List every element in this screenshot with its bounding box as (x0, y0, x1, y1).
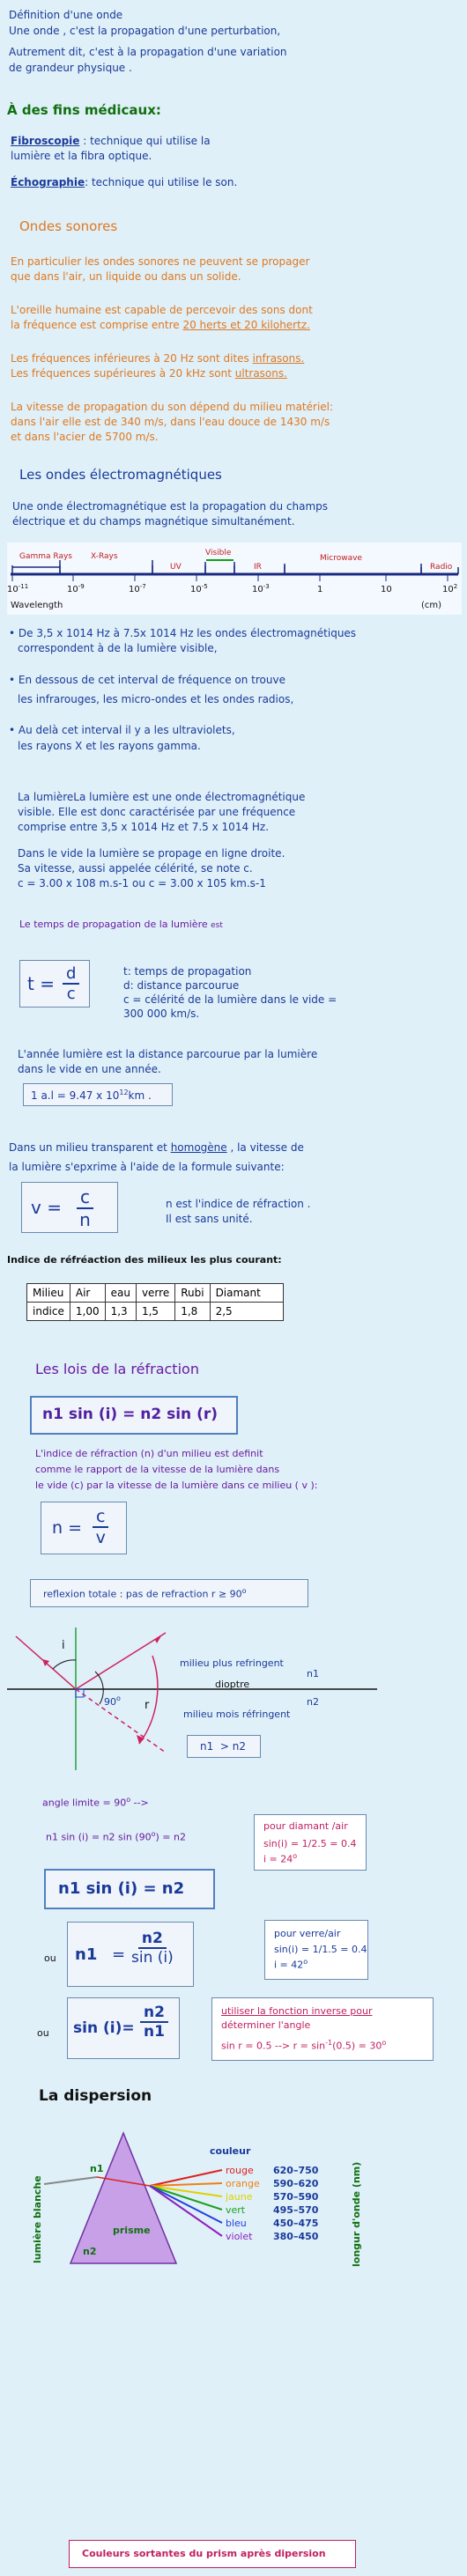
sound-p4b: dans l'air elle est de 340 m/s, dans l'eau douce de 1430 m/s (11, 416, 330, 428)
wavelength-vert: 495–570 (273, 2204, 319, 2216)
prism-label: prisme (113, 2225, 151, 2236)
sound-p3-line1: Les fréquences inférieures à 20 Hz sont dites infrasons. (11, 352, 305, 365)
refraction-def1: L'indice de réfraction (n) d'un milieu est definit (35, 1448, 263, 1459)
n1-formula-fraction: $\frac{n2}{\sin (i)}$ (131, 1930, 174, 1967)
em-p1a: Une onde électromagnétique est la propagation du champs (12, 500, 329, 513)
time-formula-fraction: $\frac{d}{c}$ (63, 964, 79, 1003)
angle-i-arc (53, 1660, 76, 1669)
limit-angle: angle limite = $90^o$ --> (42, 1796, 149, 1809)
fibro-term: Fibroscopie (11, 135, 80, 147)
sound-p1b: que dans l'air, un liquide ou dans un solide. (11, 270, 241, 283)
diamond-title: pour diamant /air (263, 1820, 348, 1832)
diamond-box (254, 1814, 367, 1871)
svg-text:10-7: $10^{-7}$ (129, 583, 146, 594)
svg-text:10-5: $10^{-5}$ (190, 583, 208, 594)
time-formula-box (19, 960, 90, 1008)
sound-p2: la fréquence est comprise entre 20 herts et 20 kilohertz. (11, 319, 310, 331)
color-column-label: couleur (210, 2145, 251, 2157)
refraction-def3: le vide (c) par la vitesse de la lumière dans ce milieu ( v ): (35, 1480, 318, 1491)
wavelength-jaune: 570–590 (273, 2191, 319, 2203)
index-formula-box (41, 1502, 127, 1554)
label-r: r (145, 1699, 150, 1712)
ray-vert (150, 2186, 222, 2210)
dispersion-caption-box (69, 2540, 356, 2568)
sound-p2a: L'oreille humaine est capable de percevoir des sons dont (11, 304, 313, 316)
em-p1b: électrique et du champs magnétique simultanément. (12, 515, 295, 528)
light-p1a: La lumièreLa lumière est une onde électromagnétique (18, 791, 306, 803)
sound-p4c: et dans l'acier de 5700 m/s. (11, 431, 159, 443)
velocity-formula-lhs: v = (31, 1197, 62, 1218)
em-bullet2a: • En dessous de cet interval de fréquence on trouve (9, 674, 285, 686)
glass-sin: sin(i) = 1/1.5 = 0.4 (274, 1944, 367, 1955)
spectrum-xlabel: Wavelength (11, 601, 63, 610)
n-relation-box (187, 1735, 261, 1758)
time-legend-c: c = célérité de la lumière dans le vide = (123, 993, 337, 1006)
time-legend-t: t: temps de propagation (123, 965, 252, 978)
band-microwave: Microwave (320, 554, 362, 563)
prism-n2: n2 (83, 2246, 97, 2257)
color-name-bleu: bleu (226, 2218, 247, 2229)
definition-line2: Autrement dit, c'est à la propagation d'une variation (9, 46, 287, 58)
sound-p1a: En particulier les ondes sonores ne peuvent se propager (11, 255, 310, 268)
band-xrays: X-Rays (91, 552, 118, 561)
table-row: indice 1,00 1,3 1,5 1,8 2,5 (27, 1303, 284, 1321)
band-gamma: Gamma Rays (19, 552, 72, 561)
audible-range: 20 herts et 20 kilohertz. (182, 319, 310, 331)
ou-label-1: ou (44, 1952, 56, 1964)
n1-formula-eq: = (112, 1945, 126, 1964)
spectrum-unit: (cm) (421, 601, 442, 610)
index-formula-fraction: $\frac{c}{v}$ (93, 1507, 108, 1547)
medium-line2: la lumière s'epxrime à l'aide de la formule suivante: (9, 1161, 285, 1173)
sin-formula-fraction: $\frac{n2}{n1}$ (140, 2004, 168, 2041)
em-bullet1b: correspondent à de la lumière visible, (18, 642, 218, 654)
svg-text:102: $10^2$ (442, 583, 458, 594)
glass-box (264, 1920, 368, 1980)
refraction-law-box (30, 1396, 238, 1435)
band-visible: Visible (205, 549, 232, 557)
table-header-row: Milieu Air eau verre Rubi Diamant (27, 1284, 284, 1303)
index-table (26, 1283, 284, 1321)
glass-angle: $i = 42^o$ (274, 1958, 308, 1971)
inverse-line3: sin r = 0.5 --> $r = \sin^{-1}(0.5) = 30^o$ (221, 2039, 387, 2052)
reflected-ray (76, 1633, 166, 1689)
definition-line3: de grandeur physique . (9, 62, 132, 74)
light-p1c: comprise entre 3,5 x 1014 Hz et 7.5 x 1014 Hz. (18, 821, 270, 833)
color-name-orange: orange (226, 2178, 260, 2189)
color-name-violet: violet (226, 2231, 253, 2242)
medium-n-def: n est l'indice de réfraction . (166, 1198, 311, 1210)
dispersion-diagram (18, 2122, 458, 2272)
em-spectrum-diagram (7, 543, 462, 615)
light-p2a: Dans le vide la lumière se propage en ligne droite. (18, 847, 285, 860)
medium-n-unit: Il est sans unité. (166, 1213, 253, 1225)
medical-heading: À des fins médicaux: (7, 102, 161, 118)
echo-term: Échographie (11, 176, 85, 188)
label-i: i (62, 1639, 65, 1652)
color-name-list (225, 2165, 260, 2242)
em-bullet1a: • De 3,5 x 1014 Hz à 7.5x 1014 Hz les ondes électromagnétiques (9, 627, 357, 639)
wavelength-rouge: 620–750 (273, 2165, 319, 2176)
definition-title: Définition d'une onde (9, 9, 123, 21)
critical-law: n1 sin (i) = n2 (58, 1879, 185, 1898)
dispersion-caption: Couleurs sortantes du prism après dipersion (82, 2548, 326, 2559)
total-reflection-text: reflexion totale : pas de refraction $r \ge 90^o$ (43, 1587, 247, 1600)
label-n1: n1 (307, 1668, 319, 1679)
light-p1b: visible. Elle est donc caractérisée par une fréquence (18, 806, 296, 818)
light-p2c: c = 3.00 x 108 m.s-1 ou c = 3.00 x 105 km.s-1 (18, 877, 266, 889)
color-name-vert: vert (226, 2204, 246, 2216)
light-time-label: Le temps de propagation de la lumière est (19, 919, 223, 930)
wavelength-list (273, 2165, 319, 2242)
limit-equation: n1 sin (i) = n2 $\sin (90^o) = n2$ (46, 1830, 186, 1843)
diamond-sin: sin(i) = 1/2.5 = 0.4 (263, 1838, 357, 1849)
fibro-line: Fibroscopie : technique qui utilise la (11, 135, 211, 147)
light-p2b: Sa vitesse, aussi appelée célérité, se note c. (18, 862, 253, 875)
wavelength-bleu: 450–475 (273, 2218, 319, 2229)
critical-law-box (44, 1869, 215, 1909)
total-reflection-box (30, 1579, 308, 1607)
definition-line1: Une onde , c'est la propagation d'une perturbation, (9, 25, 281, 37)
color-name-rouge: rouge (226, 2165, 254, 2176)
wavelength-violet: 380–450 (273, 2231, 319, 2242)
white-light-label: lumière blanche (32, 2175, 43, 2263)
ou-label-2: ou (37, 2027, 49, 2039)
fibro-line2: lumière et la fibra optique. (11, 150, 152, 162)
prism-shape (70, 2133, 176, 2263)
wavelength-orange: 590–620 (273, 2178, 319, 2189)
infrasons-term: infrasons. (252, 352, 305, 365)
diamond-angle: $i = 24^o$ (263, 1852, 298, 1865)
velocity-formula-box (21, 1182, 118, 1233)
lightyear-def-a: L'année lumière est la distance parcourue par la lumière (18, 1048, 318, 1060)
svg-text:10-3: $10^{-3}$ (252, 583, 270, 594)
incoming-white-ray (44, 2177, 97, 2184)
time-formula-lhs: t = (27, 973, 55, 994)
ultrasons-term: ultrasons. (234, 367, 287, 380)
label-90: 90$^o$ (104, 1694, 121, 1708)
label-n2: n2 (307, 1696, 319, 1708)
label-medium1: milieu plus refringent (180, 1657, 284, 1669)
inverse-line1: utiliser la fonction inverse pour (221, 2005, 373, 2017)
index-table-title: Indice de réfréaction des milieux les plus courant: (7, 1254, 282, 1266)
svg-text:10-9: $10^{-9}$ (67, 583, 85, 594)
label-dioptre: dioptre (215, 1679, 250, 1690)
inverse-box (211, 1997, 434, 2061)
svg-text:10-11: $10^{-11}$ (7, 583, 29, 594)
sound-heading: Ondes sonores (19, 218, 118, 234)
homogene-term: homogène (170, 1141, 227, 1154)
echo-line: Échographie: technique qui utilise le son. (11, 176, 238, 188)
band-ir: IR (254, 563, 262, 572)
dispersion-heading: La dispersion (39, 2087, 152, 2105)
sound-p4a: La vitesse de propagation du son dépend du milieu matériel: (11, 401, 334, 413)
em-bullet3b: les rayons X et les rayons gamma. (18, 740, 201, 752)
em-bullet3a: • Au delà cet interval il y a les ultraviolets, (9, 724, 235, 736)
sin-formula-box (67, 1997, 180, 2059)
svg-text:1: 1 (317, 585, 323, 594)
sin-formula-lhs: sin (i)= (73, 2019, 135, 2037)
wavelength-axis-label: longur d'onde (nm) (351, 2161, 362, 2267)
n-relation: n1 > n2 (200, 1740, 246, 1753)
glass-title: pour verre/air (274, 1928, 341, 1939)
lightyear-box (23, 1083, 173, 1106)
medium-line1: Dans un milieu transparent et homogène , la vitesse de (9, 1141, 304, 1154)
band-uv: UV (170, 563, 182, 572)
velocity-formula-fraction: $\frac{c}{n}$ (77, 1186, 93, 1230)
time-legend-c-value: 300 000 km/s. (123, 1008, 200, 1020)
refraction-law: n1 sin (i) = n2 sin (r) (42, 1406, 219, 1423)
em-bullet2b: les infrarouges, les micro-ondes et les ondes radios, (18, 693, 294, 705)
lightyear-value: 1 a.l = 9.47 x $10^{12}km$ . (31, 1089, 152, 1102)
color-name-jaune: jaune (226, 2191, 253, 2203)
n1-formula-lhs: n1 (75, 1945, 98, 1964)
label-medium2: milieu mois réfringent (183, 1709, 291, 1720)
sound-p3-line2: Les fréquences supérieures à 20 kHz sont ultrasons. (11, 367, 287, 380)
svg-text:10: 10 (381, 585, 392, 594)
lightyear-def-b: dans le vide en une année. (18, 1063, 161, 1075)
index-formula-lhs: n = (52, 1518, 83, 1538)
refraction-def2: comme le rapport de la vitesse de la lumière dans (35, 1464, 280, 1475)
inverse-line2: déterminer l'angle (221, 2019, 311, 2031)
prism-n1: n1 (90, 2163, 104, 2174)
n1-formula-box (67, 1922, 194, 1987)
em-heading: Les ondes électromagnétiques (19, 467, 222, 483)
refraction-heading: Les lois de la réfraction (35, 1361, 199, 1377)
time-legend-d: d: distance parcourue (123, 979, 240, 992)
band-radio: Radio (430, 563, 453, 572)
